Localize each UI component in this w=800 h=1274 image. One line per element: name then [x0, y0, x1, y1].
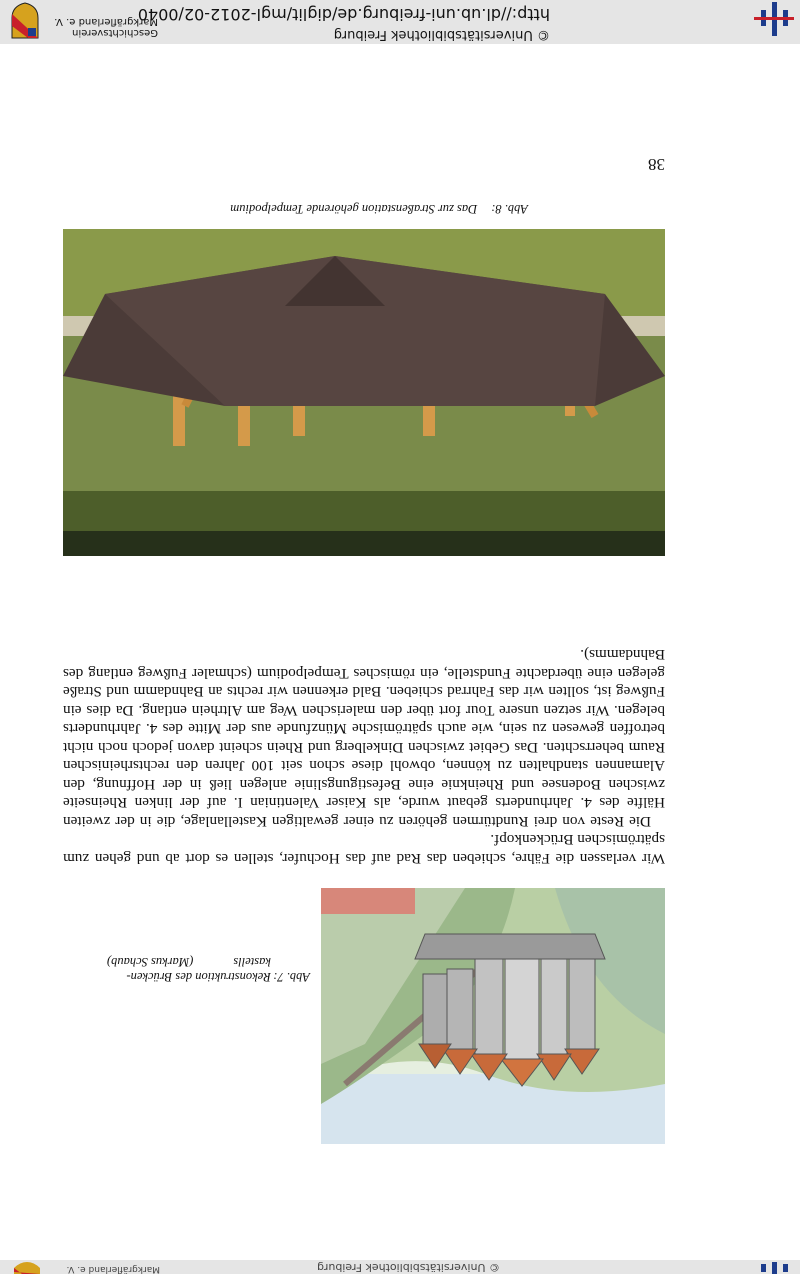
figure-7-caption-line1: Rekonstruktion des Brücken- [126, 970, 271, 984]
copyright-notice-cut: © Universitätsbibliothek Freiburg [317, 1261, 500, 1274]
figure-7-fort-reconstruction [321, 888, 665, 1144]
society-crest-small-icon [12, 1262, 42, 1274]
paragraph-2: Die Reste von drei Rundtürmen gehören zu einer gewaltigen Kastellanlage, die in der zweiten Hälfte des 4. Jahrhunderts gebaut wurde, als Kaiser Valentinian I. auf der linken Rheinseite zwischen Bodensee und Rheinknie eine Befestigungslinie anlegen ließ in der Hoffnung, den Alamannen standhalten zu können, obwohl diese schon seit 100 Jahren den rechtsrheinischen Raum beherrschten. Das Gebiet zwischen Dinkelberg und Rhein scheint davon jedoch noch nicht betroffen gewesen zu sein, wie auch spätrömische Münzfunde aus der Mitte des 4. Jahrhunderts belegen. Wir setzen unsere Tour fort über den malerischen Weg am Altrhein entlang. Da dies ein Fußweg ist, sollten wir das Fahrrad schieben. Bald erkennen wir rechts an Bahndamm und Straße gelegen eine überdachte Fundstelle, ein römisches Tempelpodium (schmaler Fußweg entlang des Bahndamms). [63, 646, 665, 830]
figure-7-caption-line2: kastells [233, 955, 271, 969]
body-text [63, 645, 665, 867]
figure-8-caption [230, 201, 528, 216]
figure-7-label: Abb. 7: [273, 970, 310, 984]
paragraph-1: Wir verlassen die Fähre, schieben das Rad auf das Hochufer, stellen es dort ab und gehen zum spätrömischen Brückenkopf. [63, 831, 665, 867]
society-name-line2: Markgräflerland e. V. [54, 16, 158, 27]
society-crest-icon [10, 2, 40, 40]
society-name [48, 16, 158, 38]
society-name-line1: Geschichtsverein [72, 27, 158, 38]
figure-8-caption-text: Das zur Straßenstation gehörende Tempelpodium [230, 202, 478, 216]
copyright-notice: © Universitätsbibliothek Freiburg [333, 27, 550, 42]
figure-7-caption [106, 954, 310, 984]
page-number: 38 [648, 155, 665, 174]
society-name-cut: Markgräflerland e. V. [66, 1264, 160, 1274]
university-library-logo-small-icon [754, 1262, 794, 1274]
figure-8-label: Abb. 8: [491, 202, 528, 216]
figure-7-credit: (Markus Schaub) [106, 955, 194, 969]
university-library-logo-icon [754, 0, 794, 38]
document-url[interactable]: http://dl.ub.uni-freiburg.de/diglit/mgl-2012-02/0040 [137, 5, 550, 24]
figure-8-temple-podium-photo [63, 229, 665, 556]
